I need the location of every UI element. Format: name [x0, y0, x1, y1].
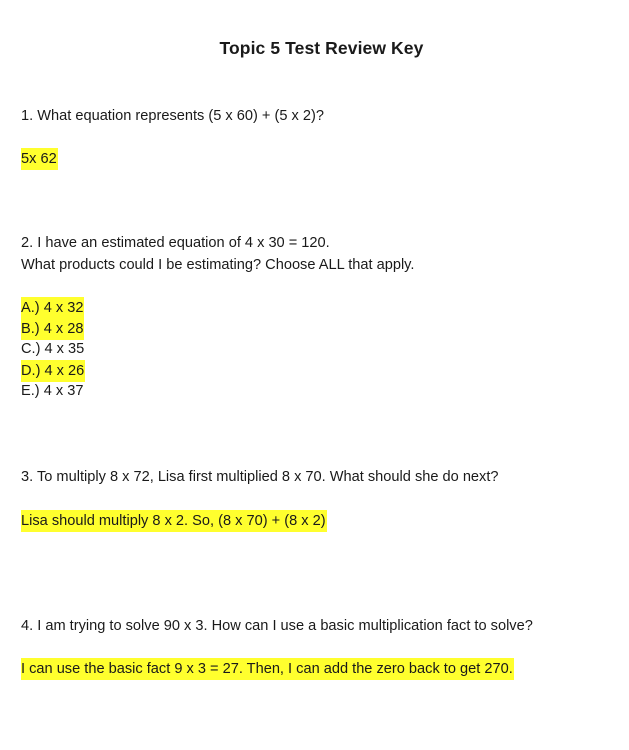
option-a: [21, 297, 84, 319]
question-4-answer: [21, 658, 514, 680]
option-b: [21, 318, 84, 340]
option-d-highlight: D.) 4 x 26: [21, 360, 85, 382]
question-3-text: 3. To multiply 8 x 72, Lisa first multiplied 8 x 70. What should she do next?: [21, 469, 499, 485]
answer-highlight: 5x 62: [21, 148, 58, 170]
question-2-text-line-2: What products could I be estimating? Choose ALL that apply.: [21, 257, 415, 273]
page-title: Topic 5 Test Review Key: [219, 38, 424, 58]
question-4-text: 4. I am trying to solve 90 x 3. How can I use a basic multiplication fact to solve?: [21, 618, 533, 634]
answer-highlight: Lisa should multiply 8 x 2. So, (8 x 70) + (8 x 2): [21, 510, 327, 532]
option-c: C.) 4 x 35: [21, 341, 85, 357]
option-e: E.) 4 x 37: [21, 383, 84, 399]
question-3-answer: [21, 510, 327, 532]
option-d: [21, 360, 85, 382]
question-1-answer: [21, 148, 58, 170]
option-b-highlight: B.) 4 x 28: [21, 318, 84, 340]
option-a-highlight: A.) 4 x 32: [21, 297, 84, 319]
question-1-text: 1. What equation represents (5 x 60) + (5 x 2)?: [21, 108, 324, 124]
answer-highlight: I can use the basic fact 9 x 3 = 27. Then, I can add the zero back to get 270.: [21, 658, 514, 680]
question-2-text-line-1: 2. I have an estimated equation of 4 x 30 = 120.: [21, 235, 330, 251]
